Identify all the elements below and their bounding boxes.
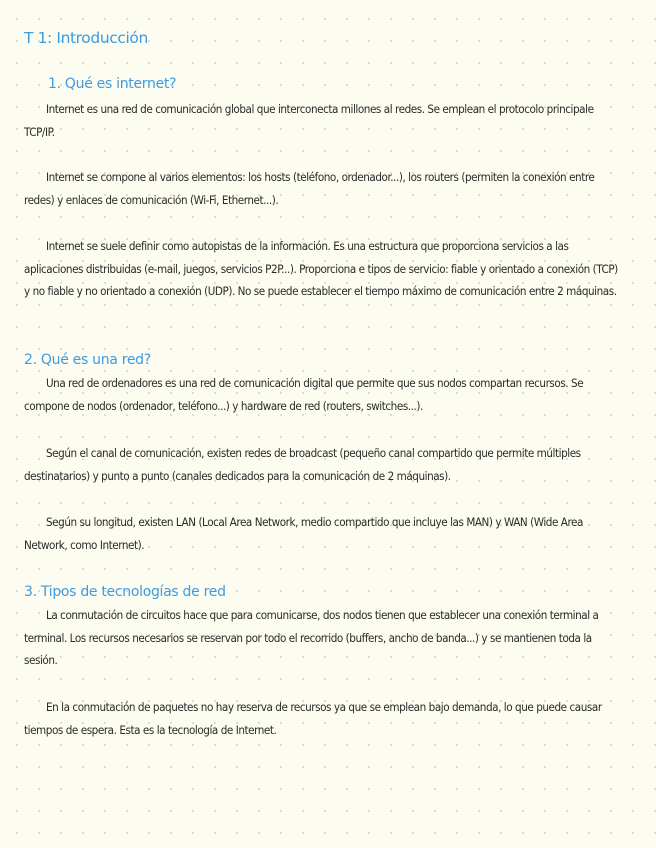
paragraph: Según su longitud, existen LAN (Local Area Network, medio compartido que incluye las MAN) y WAN (Wide Area Network, como Internet). [24, 515, 583, 552]
page-title: T 1: Introducción [24, 29, 148, 47]
section-heading-1: 1. Qué es internet? [48, 76, 177, 92]
paragraph: La conmutación de circuitos hace que para comunicarse, dos nodos tienen que establecer una conexión terminal a terminal. Los recursos necesarios se reservan por todo el recorrido (buffers, ancho de banda...) y se mantienen toda la sesión. [24, 608, 599, 667]
section-heading-2: 2. Qué es una red? [24, 352, 151, 368]
paragraph: Una red de ordenadores es una red de comunicación digital que permite que sus nodos compartan recursos. Se compone de nodos (ordenador, teléfono...) y hardware de red (routers, switches...). [24, 376, 584, 413]
paragraph: Según el canal de comunicación, existen redes de broadcast (pequeño canal compartido que permite múltiples destinatarios) y punto a punto (canales dedicados para la comunicación de 2 máquinas). [24, 446, 581, 483]
section-heading-3: 3. Tipos de tecnologías de red [24, 584, 226, 600]
paragraph: Internet es una red de comunicación global que interconecta millones al redes. Se emplean el protocolo principale TCP/IP. [24, 102, 594, 139]
paragraph: Internet se suele definir como autopistas de la información. Es una estructura que proporciona servicios a las aplicaciones distribuidas (e-mail, juegos, servicios P2P...). Proporciona e tipos de servicio: fiable y orientado a conexión (TCP) y no fiable y no orientado a conexión (UDP). No se puede establecer el tiempo máximo de comunicación entre 2 máquinas. [24, 239, 618, 298]
paragraph: En la conmutación de paquetes no hay reserva de recursos ya que se emplean bajo demanda, lo que puede causar tiempos de espera. Esta es la tecnología de Internet. [24, 700, 602, 737]
paragraph: Internet se compone al varios elementos: los hosts (teléfono, ordenador...), los routers (permiten la conexión entre redes) y enlaces de comunicación (Wi-Fi, Ethernet...). [24, 170, 595, 207]
